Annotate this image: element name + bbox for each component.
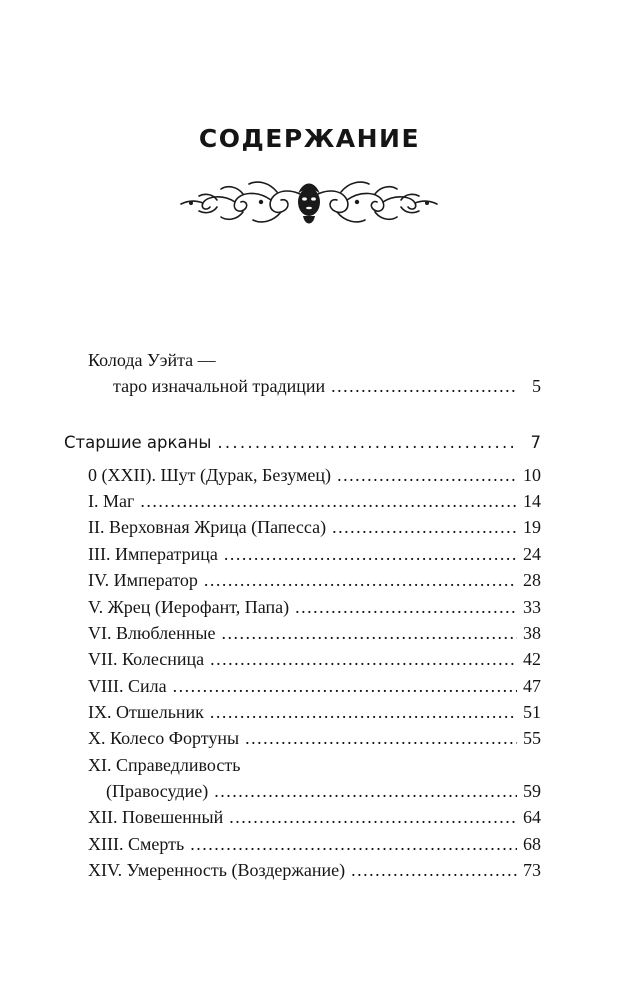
toc-entry[interactable] [88,859,541,881]
toc-intro-entry[interactable] [113,375,541,397]
toc-page-number: 47 [523,676,541,696]
toc-entry-label: XII. Повешенный [88,807,224,827]
toc-dot-leader [140,490,517,512]
toc-dot-leader [337,464,517,486]
toc-entry[interactable] [88,675,541,697]
toc-entry-label: VI. Влюбленные [88,623,216,643]
toc-dot-leader [221,622,517,644]
toc-entry[interactable] [88,833,541,855]
toc-entry-label[interactable]: XI. Справедливость [88,755,241,775]
toc-dot-leader [204,569,517,591]
toc-entry[interactable] [88,543,541,565]
toc-entry-label: XIV. Умеренность (Воздержание) [88,860,346,880]
toc-page-number: 28 [523,570,541,590]
toc-entry[interactable] [106,780,541,802]
toc-page-number: 51 [523,702,541,722]
toc-entry-label: VIII. Сила [88,676,167,696]
toc-dot-leader [245,727,517,749]
toc-entry-label: таро изначальной традиции [113,376,326,396]
toc-entry-label: XIII. Смерть [88,834,185,854]
toc-dot-leader [331,375,517,397]
toc-entry-label: IX. Отшельник [88,702,204,722]
toc-page-number: 55 [523,728,541,748]
toc-entry-label: IV. Император [88,570,198,590]
toc-section-major-arcana[interactable] [64,432,541,454]
ornament-divider-icon [177,170,441,236]
toc-dot-leader [173,675,517,697]
toc-entry[interactable] [88,727,541,749]
toc-dot-leader [224,543,517,565]
toc-dot-leader [295,596,517,618]
toc-page-number: 24 [523,544,541,564]
toc-page-number: 7 [530,433,541,452]
toc-entry-label: III. Императрица [88,544,218,564]
toc-entry-label: VII. Колесница [88,649,205,669]
toc-entry-label: I. Маг [88,491,135,511]
toc-entry-label: 0 (XXII). Шут (Дурак, Безумец) [88,465,332,485]
toc-entry[interactable] [88,516,541,538]
toc-entry-label: II. Верховная Жрица (Папесса) [88,517,327,537]
toc-page-number: 14 [523,491,541,511]
toc-intro-line1: Колода Уэйта — [88,350,216,370]
page-title: СОДЕРЖАНИЕ [198,124,421,153]
toc-dot-leader [217,432,517,454]
toc-entry[interactable] [88,596,541,618]
toc-dot-leader [214,780,517,802]
toc-dot-leader [351,859,517,881]
toc-page-number: 5 [532,376,541,396]
toc-entry[interactable] [88,490,541,512]
toc-entry[interactable] [88,569,541,591]
toc-section-title: Старшие арканы [64,433,212,452]
toc-entry-label: V. Жрец (Иерофант, Папа) [88,597,290,617]
toc-entry[interactable] [88,464,541,486]
toc-page-number: 64 [523,807,541,827]
toc-page-number: 38 [523,623,541,643]
toc-entry-label: (Правосудие) [106,781,209,801]
toc-page-number: 73 [523,860,541,880]
toc-page-number: 33 [523,597,541,617]
toc-page-number: 42 [523,649,541,669]
toc-page-number: 68 [523,834,541,854]
toc-entry[interactable] [88,622,541,644]
toc-dot-leader [210,648,517,670]
toc-entry[interactable] [88,806,541,828]
toc-dot-leader [332,516,517,538]
toc-dot-leader [190,833,517,855]
toc-dot-leader [210,701,517,723]
toc-page-number: 10 [523,465,541,485]
toc-page-number: 59 [523,781,541,801]
toc-page-number: 19 [523,517,541,537]
toc-entry[interactable] [88,701,541,723]
toc-entry-label: X. Колесо Фортуны [88,728,240,748]
toc-entry[interactable] [88,648,541,670]
toc-dot-leader [229,806,517,828]
